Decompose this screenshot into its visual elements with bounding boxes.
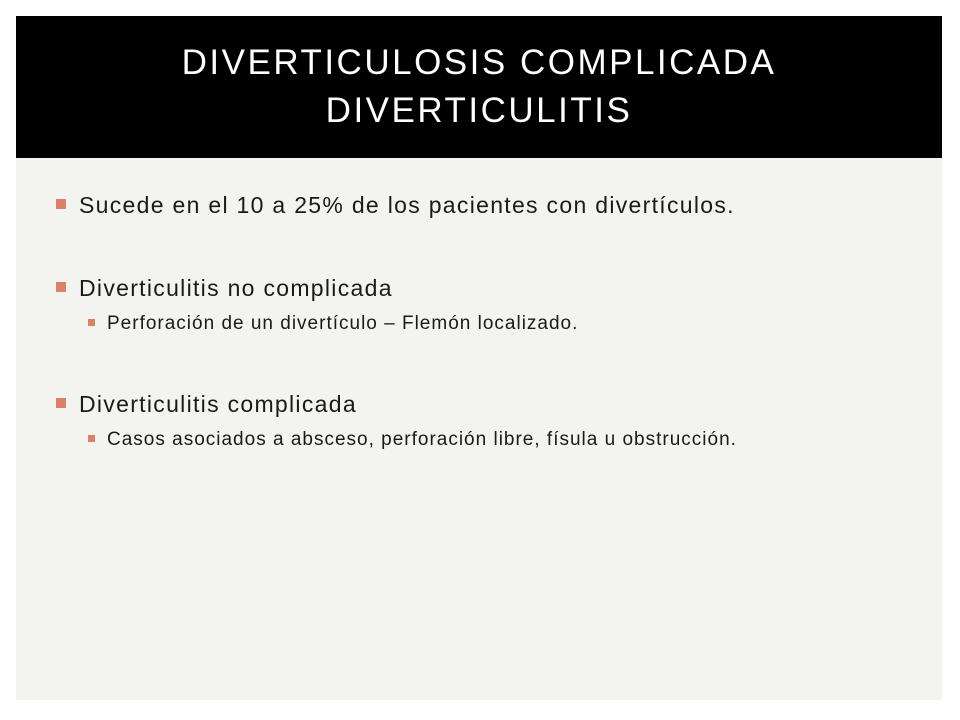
small-square-bullet-icon	[88, 319, 95, 326]
sub-bullet-item	[88, 426, 916, 453]
sub-bullet-item	[88, 310, 916, 337]
bullet-text: Sucede en el 10 a 25% de los pacientes con divertículos.	[79, 192, 735, 218]
bullet-item	[56, 190, 916, 221]
sub-bullet-text: Casos asociados a absceso, perforación libre, físula u obstrucción.	[107, 429, 737, 450]
bullet-text: Diverticulitis complicada	[79, 391, 357, 417]
bullet-item	[56, 389, 916, 420]
bullet-item	[56, 273, 916, 304]
slide-title-bar	[16, 16, 942, 158]
square-bullet-icon	[56, 282, 66, 292]
bullet-text: Diverticulitis no complicada	[79, 275, 393, 301]
square-bullet-icon	[56, 199, 66, 209]
sub-bullet-text: Perforación de un divertículo – Flemón localizado.	[107, 313, 579, 334]
slide-title-line-2: DIVERTICULITIS	[325, 91, 633, 130]
square-bullet-icon	[56, 398, 66, 408]
small-square-bullet-icon	[88, 435, 95, 442]
slide-title-line-1: DIVERTICULOSIS COMPLICADA	[181, 43, 777, 82]
slide-body	[56, 190, 916, 453]
